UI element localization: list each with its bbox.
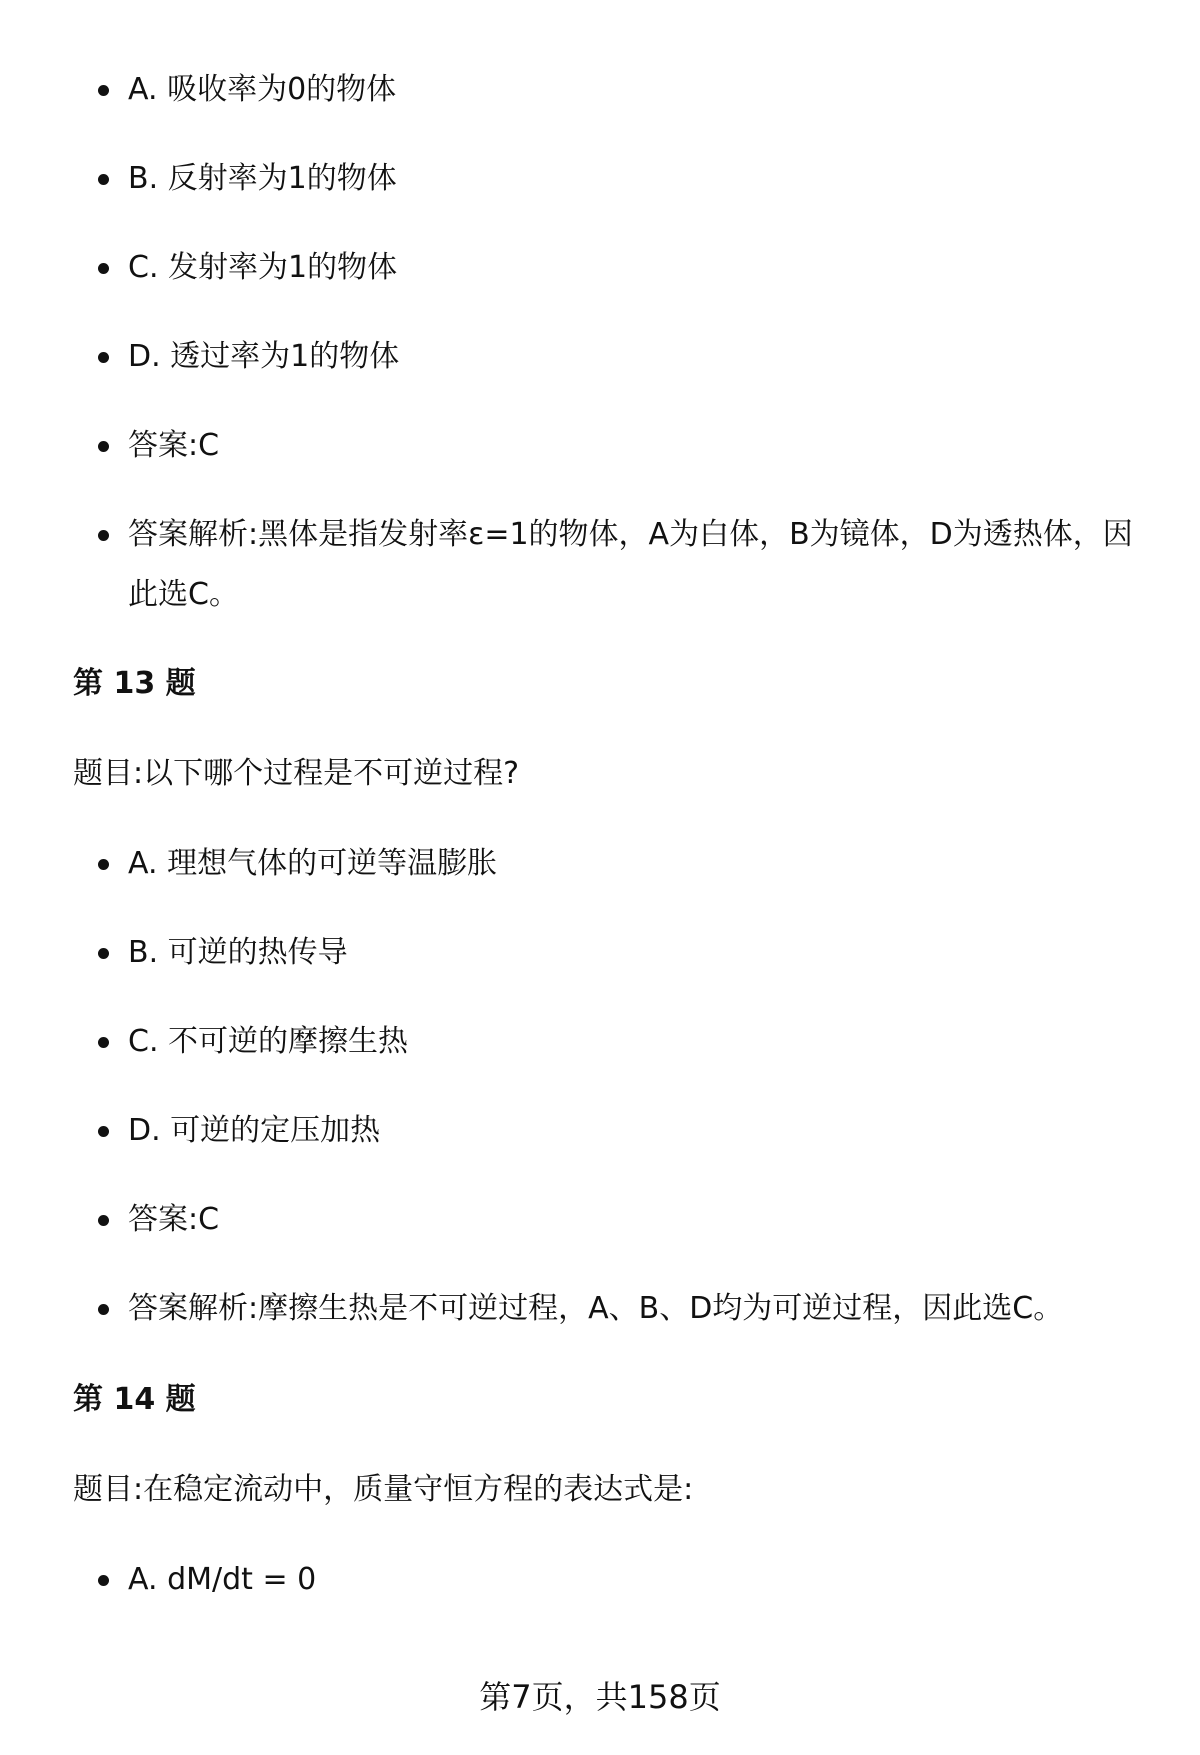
q14-option-a	[0, 1550, 1200, 1610]
option-text: A. 理想气体的可逆等温膨胀	[128, 846, 498, 881]
q13-option-a	[0, 834, 1200, 894]
q12-answer	[0, 416, 1200, 476]
question-13-stem: 题目:以下哪个过程是不可逆过程?	[73, 756, 520, 791]
bullet-icon	[98, 1304, 109, 1315]
bullet-icon	[98, 1215, 109, 1226]
question-13-heading: 第 13 题	[73, 666, 196, 701]
explanation-text: 答案解析:摩擦生热是不可逆过程，A、B、D均为可逆过程，因此选C。	[128, 1291, 1064, 1326]
q13-option-c	[0, 1012, 1200, 1072]
q13-option-b	[0, 923, 1200, 983]
option-text: C. 不可逆的摩擦生热	[128, 1024, 409, 1059]
option-text: A. 吸收率为0的物体	[128, 72, 397, 107]
option-text: D. 可逆的定压加热	[128, 1113, 381, 1148]
bullet-icon	[98, 859, 109, 870]
bullet-icon	[98, 174, 109, 185]
page-number-footer: 第7页，共158页	[479, 1678, 721, 1716]
bullet-icon	[98, 1037, 109, 1048]
option-text: C. 发射率为1的物体	[128, 250, 398, 285]
answer-text: 答案:C	[128, 1202, 220, 1237]
explanation-text: 答案解析:黑体是指发射率ε=1的物体，A为白体，B为镜体，D为透热体，因此选C。	[128, 517, 1133, 612]
bullet-icon	[98, 948, 109, 959]
bullet-icon	[98, 441, 109, 452]
bullet-icon	[98, 352, 109, 363]
bullet-icon	[98, 85, 109, 96]
q12-option-b	[0, 149, 1200, 209]
question-14-stem: 题目:在稳定流动中，质量守恒方程的表达式是:	[73, 1472, 694, 1507]
q12-option-d	[0, 327, 1200, 387]
bullet-icon	[98, 263, 109, 274]
question-14-heading: 第 14 题	[73, 1382, 196, 1417]
option-text: B. 可逆的热传导	[128, 935, 348, 970]
answer-text: 答案:C	[128, 428, 220, 463]
q12-option-c	[0, 238, 1200, 298]
q14-options-list	[0, 1550, 1200, 1610]
option-text: A. dM/dt = 0	[128, 1562, 317, 1597]
option-text: B. 反射率为1的物体	[128, 161, 397, 196]
bullet-icon	[98, 1575, 109, 1586]
q12-options-list	[0, 60, 1200, 625]
q12-explanation	[0, 505, 1200, 625]
q13-explanation	[0, 1279, 1200, 1339]
q13-option-d	[0, 1101, 1200, 1161]
bullet-icon	[98, 1126, 109, 1137]
q13-answer	[0, 1190, 1200, 1250]
option-text: D. 透过率为1的物体	[128, 339, 400, 374]
q12-option-a	[0, 60, 1200, 120]
q13-options-list	[0, 834, 1200, 1339]
bullet-icon	[98, 530, 109, 541]
